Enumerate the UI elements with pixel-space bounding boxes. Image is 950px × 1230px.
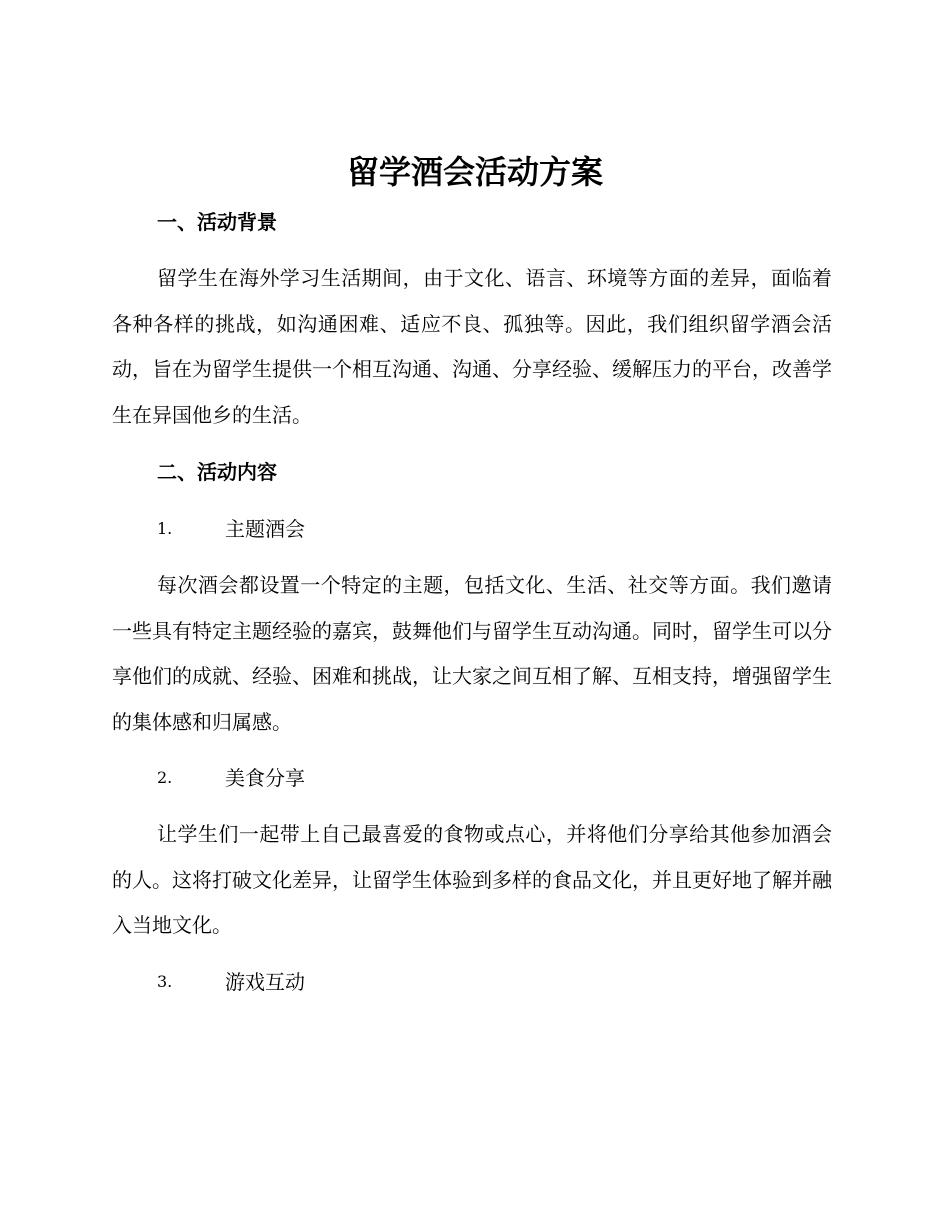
- list-item-title: 主题酒会: [225, 517, 305, 541]
- section-heading-content: 二、活动内容: [157, 460, 277, 484]
- theme-party-paragraph: 每次酒会都设置一个特定的主题，包括文化、生活、社交等方面。我们邀请一些具有特定主题经验的嘉宾，鼓舞他们与留学生互动沟通。同时，留学生可以分享他们的成就、经验、困难和挑战，让大家之间互相了解、互相支持，增强留学生的集体感和归属感。: [112, 573, 832, 734]
- list-item-title: 游戏互动: [225, 970, 305, 994]
- background-paragraph: 留学生在海外学习生活期间，由于文化、语言、环境等方面的差异，面临着各种各样的挑战，如沟通困难、适应不良、孤独等。因此，我们组织留学酒会活动，旨在为留学生提供一个相互沟通、沟通、分享经验、缓解压力的平台，改善学生在异国他乡的生活。: [112, 266, 832, 427]
- list-number: 3.: [157, 972, 173, 991]
- food-sharing-paragraph: 让学生们一起带上自己最喜爱的食物或点心，并将他们分享给其他参加酒会的人。这将打破文化差异，让留学生体验到多样的食品文化，并且更好地了解并融入当地文化。: [112, 822, 832, 937]
- list-number: 1.: [157, 519, 173, 538]
- document-title: 留学酒会活动方案: [346, 153, 603, 191]
- list-item-title: 美食分享: [225, 766, 305, 790]
- section-heading-background: 一、活动背景: [157, 210, 277, 234]
- list-number: 2.: [157, 768, 173, 787]
